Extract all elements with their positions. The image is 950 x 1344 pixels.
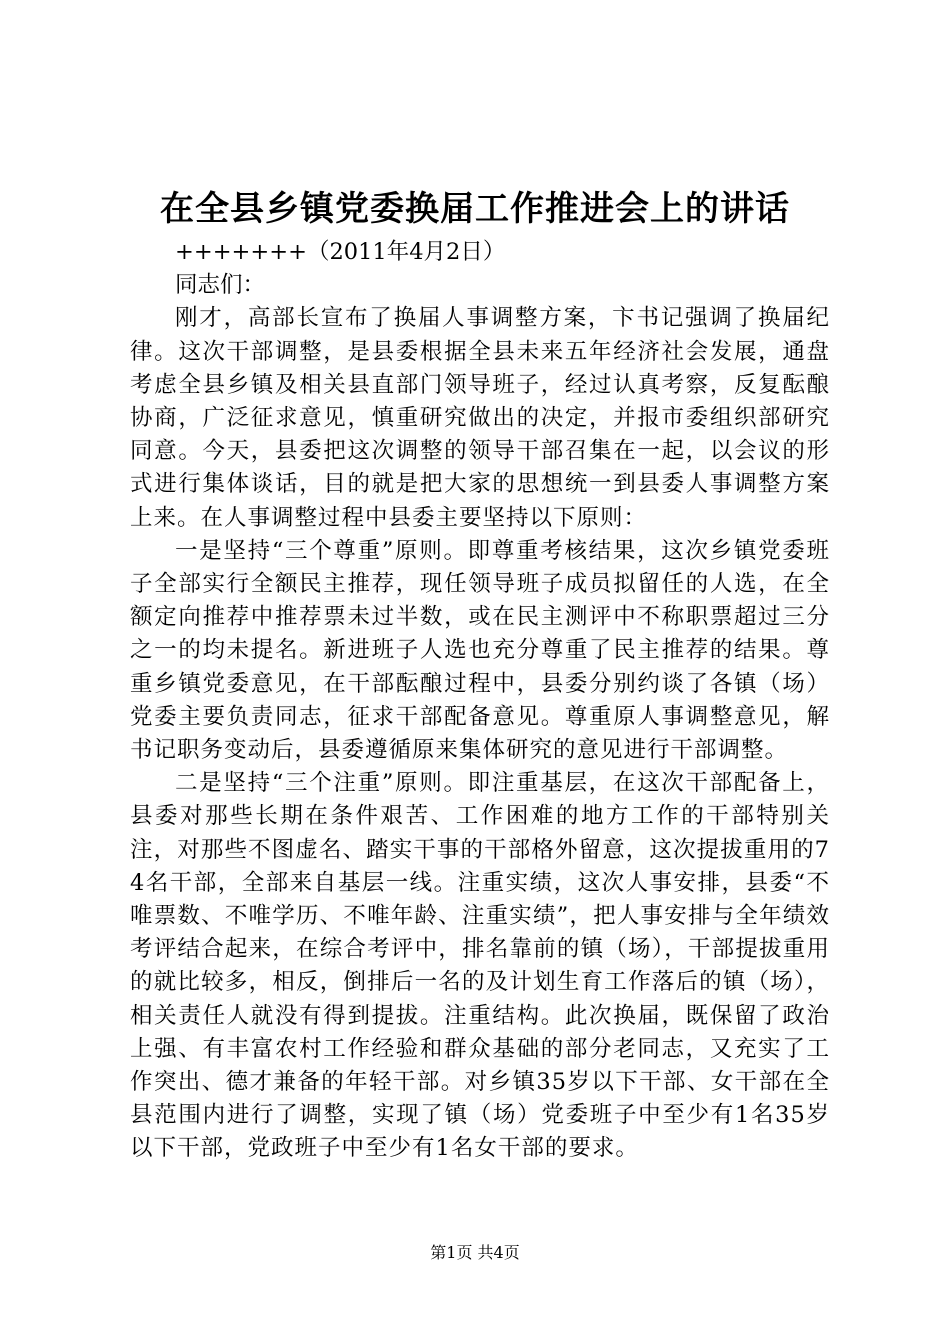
document-title: 在全县乡镇党委换届工作推进会上的讲话: [160, 189, 790, 229]
document-body: [130, 236, 830, 1166]
salutation: 同志们：: [175, 272, 266, 299]
byline: +++++++（2011年4月2日）: [175, 239, 506, 265]
paragraph: 二是坚持“三个注重”原则。即注重基层，在这次干部配备上，县委对那些长期在条件艰苦、工作困难的地方工作的干部特别关注，对那些不图虚名、踏实干事的干部格外留意，这次提拔重用的74名干部，全部来自基层一线。注重实绩，这次人事安排，县委“不唯票数、不唯学历、不唯年龄、注重实绩”，把人事安排与全年绩效考评结合起来，在综合考评中，排名靠前的镇（场），干部提拔重用的就比较多，相反，倒排后一名的及计划生育工作落后的镇（场），相关责任人就没有得到提拔。注重结构。此次换届，既保留了政治上强、有丰富农村工作经验和群众基础的部分老同志，又充实了工作突出、德才兼备的年轻干部。对乡镇35岁以下干部、女干部在全县范围内进行了调整，实现了镇（场）党委班子中至少有1名35岁以下干部，党政班子中至少有1名女干部的要求。: [130, 770, 830, 1162]
page-footer: 第1页 共4页: [430, 1243, 520, 1262]
paragraph: 刚才，高部长宣布了换届人事调整方案，卞书记强调了换届纪律。这次干部调整，是县委根据全县未来五年经济社会发展，通盘考虑全县乡镇及相关县直部门领导班子，经过认真考察，反复酝酿协商，广泛征求意见，慎重研究做出的决定，并报市委组织部研究同意。今天，县委把这次调整的领导干部召集在一起，以会议的形式进行集体谈话，目的就是把大家的思想统一到县委人事调整方案上来。在人事调整过程中县委主要坚持以下原则：: [130, 305, 830, 531]
paragraph: 一是坚持“三个尊重”原则。即尊重考核结果，这次乡镇党委班子全部实行全额民主推荐，现任领导班子成员拟留任的人选，在全额定向推荐中推荐票未过半数，或在民主测评中不称职票超过三分之一的均未提名。新进班子人选也充分尊重了民主推荐的结果。尊重乡镇党委意见，在干部酝酿过程中，县委分别约谈了各镇（场）党委主要负责同志，征求干部配备意见。尊重原人事调整意见，解书记职务变动后，县委遵循原来集体研究的意见进行干部调整。: [130, 537, 830, 764]
